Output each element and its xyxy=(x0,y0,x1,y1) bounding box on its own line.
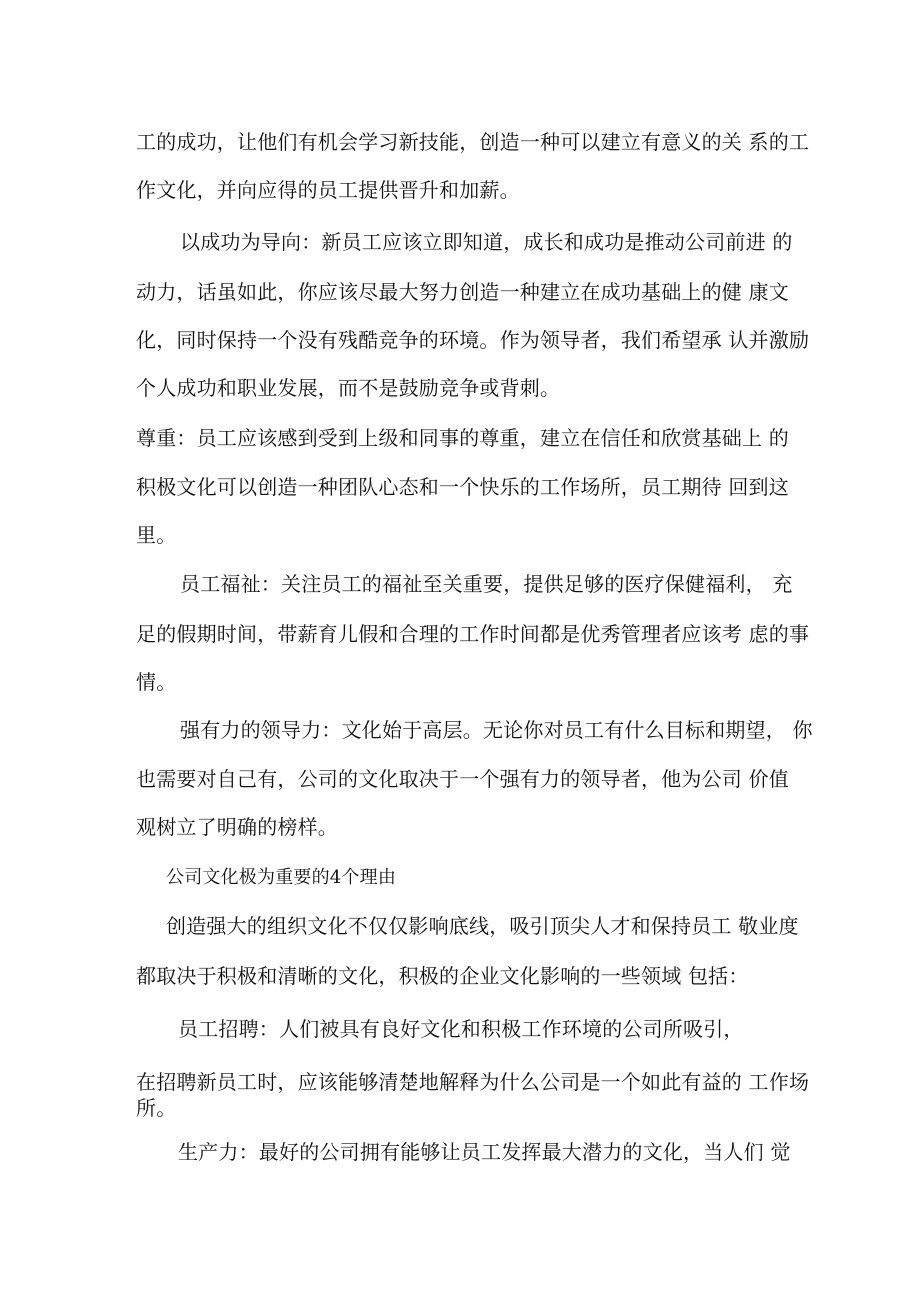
paragraph-line: 化，同时保持一个没有残酷竞争的环境。作为领导者，我们希望承 认并激励 xyxy=(136,328,810,352)
paragraph-line: 员工福祉：关注员工的福祉至关重要，提供足够的医疗保健福利， 充 xyxy=(180,572,793,596)
paragraph-line: 动力，话虽如此，你应该尽最大努力创造一种建立在成功基础上的健 康文 xyxy=(136,280,789,304)
paragraph-line: 观树立了明确的榜样。 xyxy=(136,815,338,839)
paragraph-line: 尊重：员工应该感到受到上级和同事的尊重，建立在信任和欣赏基础上 的 xyxy=(136,426,789,450)
paragraph-line: 个人成功和职业发展，而不是鼓励竞争或背刺。 xyxy=(136,376,561,400)
paragraph-line: 情。 xyxy=(136,670,177,694)
paragraph-line: 也需要对自己有，公司的文化取决于一个强有力的领导者，他为公司 价值 xyxy=(136,767,789,791)
paragraph-line: 员工招聘：人们被具有良好文化和积极工作环境的公司所吸引， xyxy=(178,1017,744,1041)
paragraph-line: 在招聘新员工时，应该能够清楚地解释为什么公司是一个如此有益的 工作场 xyxy=(136,1070,810,1094)
paragraph-line: 创造强大的组织文化不仅仅影响底线，吸引顶尖人才和保持员工 敬业度 xyxy=(166,914,799,938)
paragraph-line: 里。 xyxy=(136,523,177,547)
paragraph-line: 积极文化可以创造一种团队心态和一个快乐的工作场所，员工期待 回到这 xyxy=(136,475,789,499)
paragraph-line: 生产力：最好的公司拥有能够让员工发挥最大潜力的文化，当人们 觉 xyxy=(178,1140,791,1164)
paragraph-line: 强有力的领导力：文化始于高层。无论你对员工有什么目标和期望， 你 xyxy=(180,718,813,742)
paragraph-line: 所。 xyxy=(136,1096,177,1120)
paragraph-line: 以成功为导向：新员工应该立即知道，成长和成功是推动公司前进 的 xyxy=(180,230,793,254)
paragraph-line: 足的假期时间，带薪育儿假和合理的工作时间都是优秀管理者应该考 虑的事 xyxy=(136,622,810,646)
section-heading: 公司文化极为重要的4个理由 xyxy=(166,867,397,888)
paragraph-line: 工的成功，让他们有机会学习新技能，创造一种可以建立有意义的关 系的工 xyxy=(136,130,810,154)
paragraph-line: 都取决于积极和清晰的文化，积极的企业文化影响的一些领域 包括： xyxy=(136,964,749,988)
paragraph-line: 作文化，并向应得的员工提供晋升和加薪。 xyxy=(136,178,520,202)
